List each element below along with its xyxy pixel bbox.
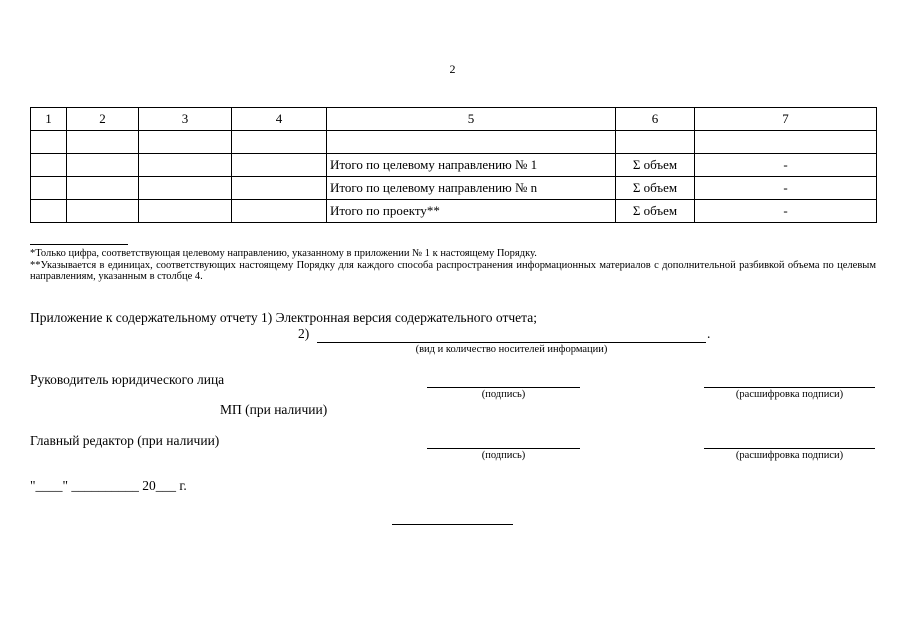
table-header-cell: 5 <box>327 108 616 131</box>
table-cell <box>232 131 327 154</box>
attachment-media-line <box>317 342 706 343</box>
table-header-cell: 7 <box>695 108 877 131</box>
table-header-cell: 1 <box>31 108 67 131</box>
table-header-cell: 3 <box>139 108 232 131</box>
editor-signature-caption: (подпись) <box>481 450 526 461</box>
director-role: Руководитель юридического лица <box>30 372 225 387</box>
editor-decode-line <box>704 448 875 449</box>
report-table <box>30 107 877 223</box>
table-cell <box>695 131 877 154</box>
table-cell <box>67 131 139 154</box>
footnote-1: *Только цифра, соответствующая целевому направлению, указанному в приложении № 1 к настоящему Порядку. <box>30 248 537 259</box>
attachment-line-2-suffix: . <box>707 326 711 341</box>
date-line: "____" __________ 20___ г. <box>30 478 187 493</box>
table-header-cell: 4 <box>232 108 327 131</box>
table-cell: Σ объем <box>616 200 695 223</box>
table-header-cell: 2 <box>67 108 139 131</box>
table-cell: - <box>695 200 877 223</box>
table-cell <box>327 131 616 154</box>
director-decode-caption: (расшифровка подписи) <box>735 389 844 400</box>
table-header-row <box>31 108 877 131</box>
table-cell: Итого по целевому направлению № 1 <box>327 154 616 177</box>
table-cell <box>67 154 139 177</box>
table-cell <box>139 154 232 177</box>
table-cell <box>31 154 67 177</box>
attachment-media-caption: (вид и количество носителей информации) <box>415 344 608 355</box>
table-row <box>31 131 877 154</box>
page-number: 2 <box>449 62 456 76</box>
table-cell: Σ объем <box>616 154 695 177</box>
editor-signature-line <box>427 448 580 449</box>
footnote-separator <box>30 244 128 245</box>
table-cell <box>31 200 67 223</box>
table-row <box>31 200 877 223</box>
editor-role: Главный редактор (при наличии) <box>30 433 220 448</box>
director-signature-line <box>427 387 580 388</box>
table-row <box>31 154 877 177</box>
editor-decode-caption: (расшифровка подписи) <box>735 450 844 461</box>
table-cell <box>139 177 232 200</box>
director-signature-caption: (подпись) <box>481 389 526 400</box>
attachment-line-2-prefix: 2) <box>298 326 310 341</box>
table-cell: - <box>695 154 877 177</box>
table-cell: Итого по проекту** <box>327 200 616 223</box>
table-header-cell: 6 <box>616 108 695 131</box>
table-cell <box>232 177 327 200</box>
table-cell <box>232 154 327 177</box>
table-cell: Итого по целевому направлению № n <box>327 177 616 200</box>
table-cell <box>67 177 139 200</box>
table-cell <box>31 131 67 154</box>
table-cell <box>31 177 67 200</box>
table-cell: - <box>695 177 877 200</box>
attachment-line-1: Приложение к содержательному отчету 1) Электронная версия содержательного отчета; <box>30 310 537 325</box>
table-cell <box>67 200 139 223</box>
table-cell: Σ объем <box>616 177 695 200</box>
seal-note: МП (при наличии) <box>220 402 328 417</box>
table-cell <box>139 200 232 223</box>
table-cell <box>232 200 327 223</box>
director-decode-line <box>704 387 875 388</box>
table-cell <box>616 131 695 154</box>
table-row <box>31 177 877 200</box>
footnote-2: **Указывается в единицах, соответствующих настоящему Порядку для каждого способа распространения информационных материалов с дополнительной разбивкой объема по целевым направлениям, указанным в столбце 4. <box>30 260 876 282</box>
end-rule <box>392 524 513 525</box>
table-cell <box>139 131 232 154</box>
